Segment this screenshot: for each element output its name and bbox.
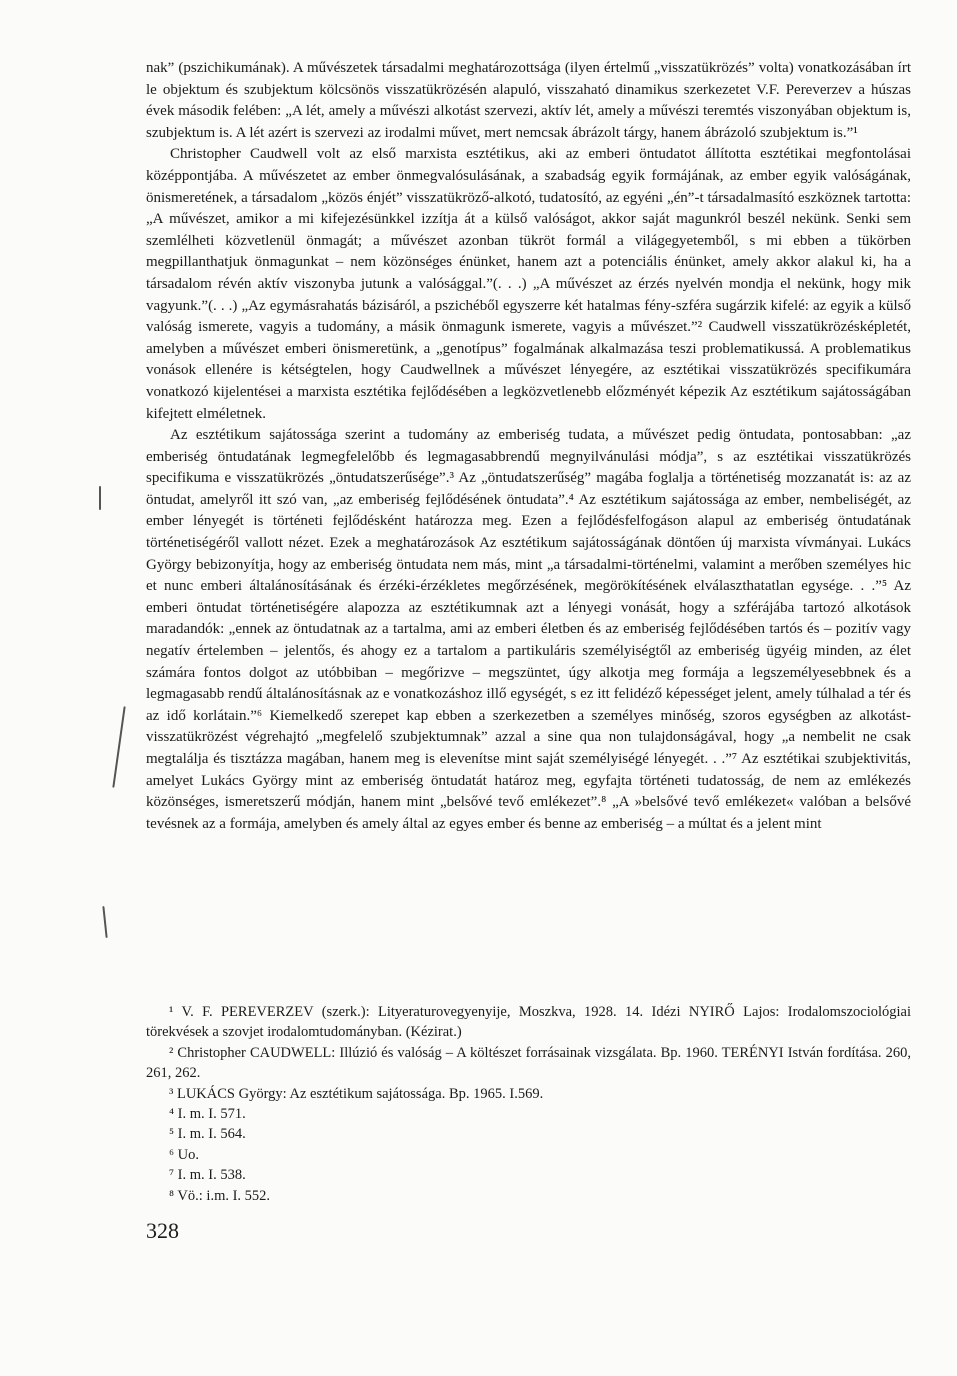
footnotes [146,1002,911,1206]
footnote: ³ LUKÁCS György: Az esztétikum sajátossága. Bp. 1965. I.569. [169,1085,544,1102]
margin-pencil-mark [112,706,125,787]
paragraph: nak” (pszichikumának). A művészetek társadalmi meghatározottsága (ilyen értelmű „visszatükrözés” volta) vonatkozásában írt le objektum és szubjektum kölcsönös visszatükrözésén alapuló, visszaható dinamikus szerkezetet V.F. Pereverzev a húszas évek második felében: „A lét, amely a művészi alkotást szervezi, aktív lét, amely a művészi teremtés viszonyában objektum is, szubjektum is. A lét azért is szervezi az irodalmi művet, mert nemcsak ábrázolt tárgy, hanem ábrázoló szubjektum is.”¹ [146,60,911,141]
footnote: ⁴ I. m. I. 571. [169,1106,246,1123]
footnote: ⁸ Vö.: i.m. I. 552. [169,1187,271,1204]
footnote: ² Christopher CAUDWELL: Illúzió és valóság – A költészet forrásainak vizsgálata. Bp. 1960. TERÉNYI István fordítása. 260, 261, 262. [146,1044,911,1082]
page-number: 328 [146,1218,179,1243]
footnote: ⁵ I. m. I. 564. [169,1126,246,1143]
paragraph: Christopher Caudwell volt az első marxista esztétikus, aki az emberi öntudatot állította esztétikai megfontolásai középpontjába. A művészetet az ember önmegvalósulásának, a szabadság egyik formájának, az ember egyik valóságának, önismeretének, a társadalom „közös énjét” visszatükröző-alkotó, tudatosító, az egyéni „én”-t társadalmasító eszköznek tartotta: „A művészet, amikor a mi kifejezésünkkel izzítja át a külső valóságot, akkor saját magunkról beszél nekünk. Senki sem szemlélheti közvetlenül önmagát; a művészet azonban tükröt formál a világegyetemből, s mi ebben a tükörben megpillanthatjuk önmagunkat – nem közönséges énünket, hanem azt a potenciális énünket, amely akkor alakul ki, ha a társadalom révén aktív viszonyba jutunk a valósággal.”(. . .) „A művészet az érzés nyelvén mondja el nekünk, hogy mik vagyunk.”(. . .) „Az egymásrahatás bázisáról, a pszichéből egyszerre két hatalmas fény-szféra sugárzik kifelé: az egyik a külső valóság ismerete, vagyis a tudomány, a másik önmagunk ismerete, vagyis a művészet.”² Caudwell visszatükrözésképletét, amelyben a művészet emberi önismeretünk, a „genotípus” fogalmának alkalmazása teszi problematikussá. A problematikus vonások ellenére is kétségtelen, hogy Caudwellnek a művészet lényegére, az esztétikai visszatükrözés specifikumára vonatkozó kijelentései a marxista esztétika fejlődésében a legközvetlenebb előzményét képezik Az esztétikum sajátosságában kifejtett elméletnek. [146,146,911,422]
paragraph: Az esztétikum sajátossága szerint a tudomány az emberiség tudata, a művészet pedig öntudata, pontosabban: „az emberiség öntudatának legmegfelelőbb és legmagasabbrendű megnyilvánulási módja”, s az esztétikai visszatükrözés specifikuma e visszatükrözés „öntudatszerűsége”.³ Az „öntudatszerűség” magába foglalja a történetiség mozzanatát is: az az öntudat, amelyről itt szó van, „az emberiség fejlődésének öntudata”.⁴ Az esztétikum sajátossága az ember, nembeliségét, az ember lényegét is történeti fejlődésként határozza meg. Ezen a fejlődésfelfogáson alapul az emberiség öntudatának történetiségéről vallott nézet. Ezek a meghatározások Az esztétikum sajátosságának döntően új marxista vívmányai. Lukács György bebizonyítja, hogy az emberiség öntudata nem más, mint „a társadalmi-történelmi, valamint a merőben személyes hic et nunc emberi általánosításának és érzéki-érzékletes megőrzésének, megörökítésének elválaszthatatlan egysége. . .”⁵ Az emberi öntudat történetiségére alapozza az esztétikumnak azt a lényegi vonását, hogy a szférájába tartozó alkotások maradandók: „ennek az öntudatnak az a tartalma, ami az emberi életben és az emberiség fejlődésében tartós és – pozitív vagy negatív értelemben – jelentős, és ahogy ez a tartalom a partikuláris személyiségtől az emberiség ügyéig minden, az élet számára fontos dolgot az utóbbiban – megőrizve – megszüntet, úgy alkotja meg formája a legszemélyesebbnek és a legmagasabb rendű általánosításnak az e vonatkozáshoz illő egységét, s ez itt felidéző képességet jelent, amely túlhalad a tér és az idő korlátain.”⁶ Kiemelkedő szerepet kap ebben a szerkezetben a személyes minőség, szoros egységben az alkotást-visszatükrözést végrehajtó „megfelelő szubjektumnak” azzal a sine qua non tulajdonságával, hogy „a nembelit ne csak megtalálja és tisztázza magában, hanem meg is elevenítse mint saját személyiségé lényegét. . .”⁷ Az esztétikai szubjektivitás, amelyet Lukács György mint az emberiség öntudatát határoz meg, egyfajta történeti tudatosság, de nem az emlékezés közönséges, ismeretszerű módján, hanem mint „belsővé tevő emlékezet”.⁸ „A »belsővé tevő emlékezet« valóban a belsővé tevésnek az a formája, amelyben és amely által az egyes ember és benne az emberiség – a múltat és a jelent mint [146,427,911,832]
footnote: ⁶ Uo. [169,1146,200,1163]
page-body [146,58,911,835]
footnote: ¹ V. F. PEREVERZEV (szerk.): Lityeraturovegyenyije, Moszkva, 1928. 14. Idézi NYIRŐ Lajos: Irodalomszociológiai törekvések a szovjet irodalomtudományban. (Kézirat.) [146,1004,911,1041]
margin-pencil-mark [99,486,101,510]
footnote: ⁷ I. m. I. 538. [169,1167,246,1184]
margin-pencil-mark [102,906,107,938]
